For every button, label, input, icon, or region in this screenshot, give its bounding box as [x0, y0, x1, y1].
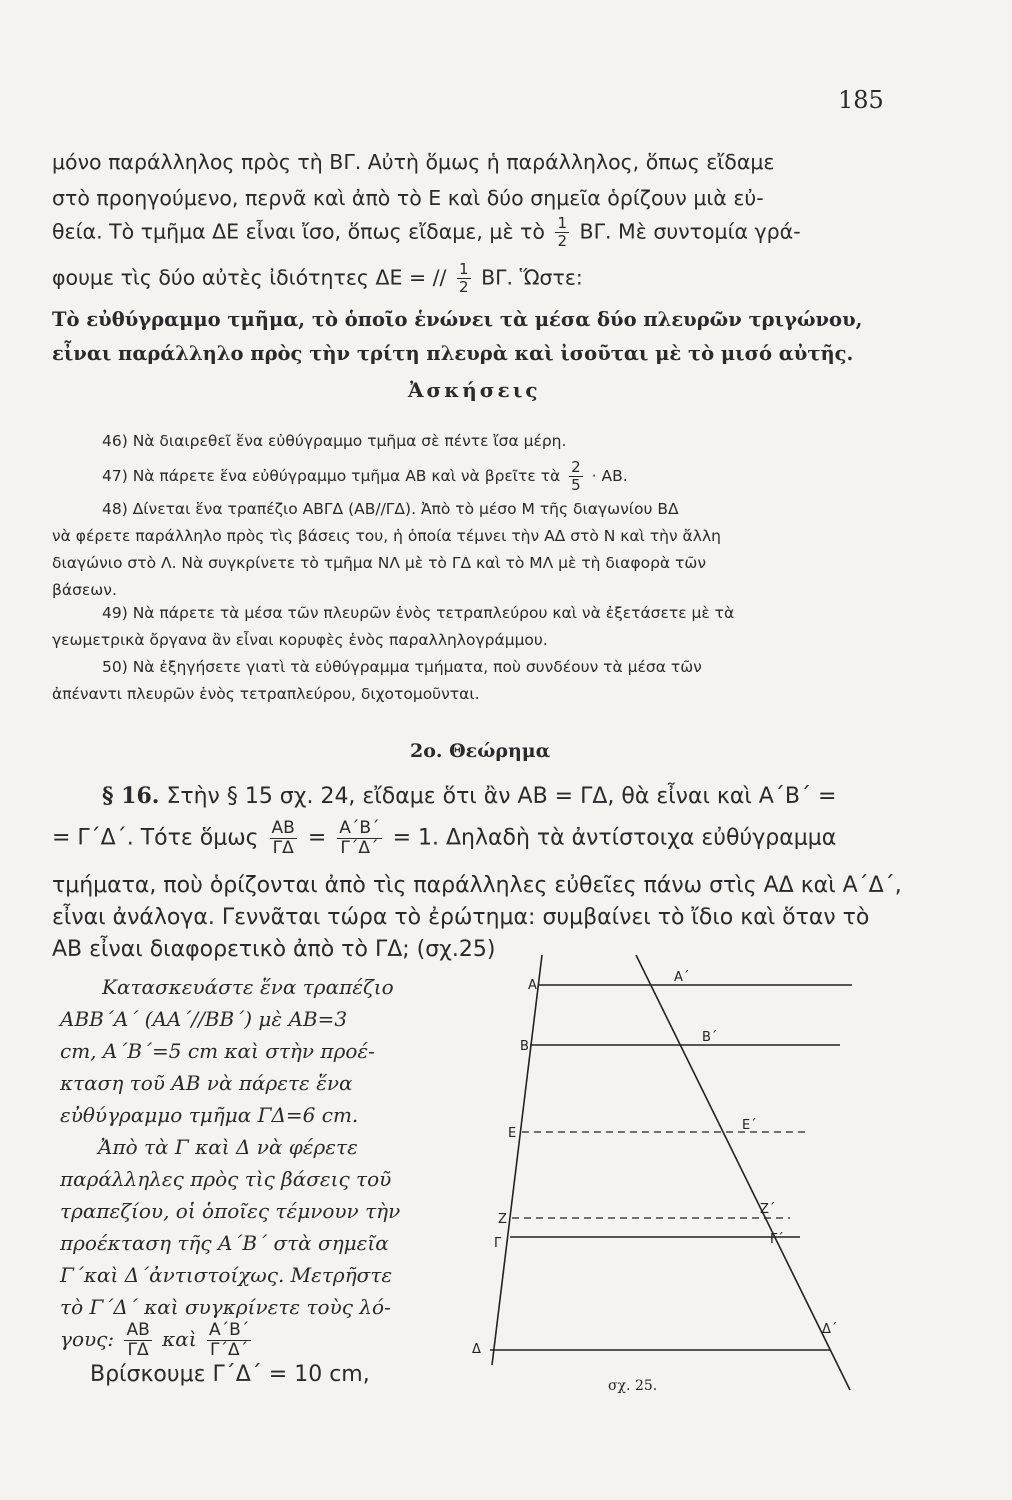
transversal-right [636, 955, 850, 1390]
text-line [52, 262, 583, 295]
italic-line: τὸ Γ΄Δ΄ καὶ συγκρίνετε τοὺς λό- [60, 1295, 391, 1319]
italic-line: παράλληλες πρὸς τὶς βάσεις τοῦ [60, 1167, 392, 1191]
paragraph-line [102, 783, 836, 809]
fraction-half [457, 262, 471, 295]
paragraph-line: εἶναι ἀνάλογα. Γεννᾶται τώρα τὸ ἐρώτημα: συμβαίνει τὸ ἴδιο καὶ ὅταν τὸ [52, 905, 870, 930]
denominator: 2 [557, 232, 567, 250]
denominator: ΓΔ [127, 1340, 149, 1360]
paragraph-line: ΑΒ εἶναι διαφορετικὸ ἀπὸ τὸ ΓΔ; (σχ.25) [52, 937, 496, 962]
denominator: Γ΄Δ΄ [340, 838, 379, 858]
fraction-half [555, 216, 569, 249]
text-fragment: Στὴν § 15 σχ. 24, εἴδαμε ὅτι ἂν ΑΒ = ΓΔ, θὰ εἶναι καὶ Α΄Β΄ = [166, 784, 837, 809]
exercises-heading: Ἀσκήσεις [408, 378, 541, 402]
text-line: στὸ προηγούμενο, περνᾶ καὶ ἀπὸ τὸ Ε καὶ δύο σημεῖα ὁρίζουν μιὰ εὐ- [52, 186, 764, 210]
page-number: 185 [838, 86, 884, 114]
exercise-49: 49) Νὰ πάρετε τὰ μέσα τῶν πλευρῶν ἑνὸς τετραπλεύρου καὶ νὰ ἐξετάσετε μὲ τὰ [102, 604, 735, 622]
text-fragment: · ΑΒ. [591, 467, 628, 485]
label-a-prime: Α΄ [674, 970, 690, 985]
text-fragment: ΒΓ. Ὥστε: [481, 265, 583, 290]
italic-line: Ἀπὸ τὰ Γ καὶ Δ νὰ φέρετε [98, 1135, 358, 1159]
fraction-ab-gd [124, 1322, 151, 1359]
theorem-statement: Τὸ εὐθύγραμμο τμῆμα, τὸ ὁποῖο ἑνώνει τὰ μέσα δύο πλευρῶν τριγώνου, [52, 308, 863, 331]
equals-sign: = [307, 825, 327, 851]
fraction-apbp-gpdp [207, 1322, 251, 1359]
section-heading: 2ο. Θεώρημα [410, 740, 551, 762]
numerator: Α΄Β΄ [208, 1320, 250, 1340]
result-line: Βρίσκουμε Γ΄Δ΄ = 10 cm, [90, 1362, 370, 1387]
text-fragment: = 1. Δηλαδὴ τὰ ἀντίστοιχα εὐθύγραμμα [392, 825, 837, 851]
text-line: μόνο παράλληλος πρὸς τὴ ΒΓ. Αὐτὴ ὅμως ἡ παράλληλος, ὅπως εἴδαμε [52, 150, 775, 174]
paragraph-symbol: § 16. [102, 783, 160, 809]
exercise-48: νὰ φέρετε παράλληλο πρὸς τὶς βάσεις του, ἡ ὁποία τέμνει τὴν ΑΔ στὸ Ν καὶ τὴν ἄλλη [52, 527, 721, 545]
italic-line: Κατασκευάστε ἕνα τραπέζιο [102, 975, 394, 999]
exercise-49: γεωμετρικὰ ὄργανα ἂν εἶναι κορυφὲς ἑνὸς παραλληλογράμμου. [52, 631, 548, 649]
numerator: ΑΒ [126, 1320, 150, 1340]
numerator: 1 [458, 260, 469, 278]
label-d-prime: Δ΄ [822, 1322, 838, 1337]
exercise-47 [102, 460, 628, 493]
label-e-prime: Ε΄ [742, 1118, 757, 1133]
label-b: Β [520, 1039, 529, 1054]
numerator: ΑΒ [271, 818, 295, 838]
label-g: Γ [494, 1236, 502, 1251]
label-g-prime: Γ΄ [770, 1232, 784, 1247]
paragraph-line [52, 820, 836, 857]
label-z-prime: Ζ΄ [760, 1202, 776, 1217]
italic-line: εὐθύγραμμο τμῆμα ΓΔ=6 cm. [60, 1103, 359, 1127]
italic-line: προέκταση τῆς Α΄Β΄ στὰ σημεῖα [60, 1231, 389, 1255]
transversal-left [492, 955, 542, 1365]
exercise-50: 50) Νὰ ἐξηγήσετε γιατὶ τὰ εὐθύγραμμα τμήματα, ποὺ συνδέουν τὰ μέσα τῶν [102, 658, 702, 676]
label-e: Ε [508, 1126, 517, 1141]
exercise-48: διαγώνιο στὸ Λ. Νὰ συγκρίνετε τὸ τμῆμα ΝΛ μὲ τὸ ΓΔ καὶ τὸ ΜΛ μὲ τὴ διαφορὰ τῶν [52, 554, 707, 572]
text-fragment: θεία. Τὸ τμῆμα ΔΕ εἶναι ἴσο, ὅπως εἴδαμε, μὲ τὸ [52, 219, 545, 244]
fraction-apbp-gpdp [337, 820, 381, 857]
exercise-50: ἀπέναντι πλευρῶν ἑνὸς τετραπλεύρου, διχοτομοῦνται. [52, 685, 480, 703]
italic-line: ΑΒΒ΄Α΄ (ΑΑ΄//ΒΒ΄) μὲ ΑΒ=3 [60, 1007, 348, 1031]
label-a: Α [528, 978, 537, 993]
text-fragment: φουμε τὶς δύο αὐτὲς ἰδιότητες ΔΕ = // [52, 265, 453, 290]
numerator: 2 [571, 458, 581, 476]
figure-25 [470, 955, 870, 1415]
italic-line: cm, Α΄Β΄=5 cm καὶ στὴν προέ- [60, 1039, 375, 1063]
italic-line [60, 1322, 255, 1359]
paragraph-line: τμήματα, ποὺ ὁρίζονται ἀπὸ τὶς παράλληλες εὐθεῖες πάνω στὶς ΑΔ καὶ Α΄Δ΄, [52, 873, 902, 898]
fraction-two-fifths [569, 460, 583, 493]
text-fragment: = Γ΄Δ΄. Τότε ὅμως [52, 825, 259, 851]
label-z: Ζ [498, 1212, 507, 1227]
label-b-prime: Β΄ [702, 1030, 718, 1045]
denominator: 5 [571, 476, 581, 494]
text-fragment: γους: [60, 1327, 115, 1351]
text-fragment: 47) Νὰ πάρετε ἕνα εὐθύγραμμο τμῆμα ΑΒ καὶ νὰ βρεῖτε τὰ [102, 467, 561, 485]
denominator: Γ΄Δ΄ [210, 1340, 249, 1360]
figure-caption: σχ. 25. [608, 1378, 658, 1394]
exercise-46: 46) Νὰ διαιρεθεῖ ἕνα εὐθύγραμμο τμῆμα σὲ πέντε ἴσα μέρη. [102, 432, 567, 450]
text-fragment: καὶ [162, 1327, 197, 1351]
exercise-48: βάσεων. [52, 581, 117, 599]
text-line [52, 216, 801, 249]
italic-line: κταση τοῦ ΑΒ νὰ πάρετε ἕνα [60, 1071, 353, 1095]
fraction-ab-gd [270, 820, 297, 857]
theorem-statement: εἶναι παράλληλο πρὸς τὴν τρίτη πλευρὰ καὶ ἰσοῦται μὲ τὸ μισό αὐτῆς. [52, 342, 854, 365]
exercise-48: 48) Δίνεται ἕνα τραπέζιο ΑΒΓΔ (ΑΒ//ΓΔ). Ἀπὸ τὸ μέσο Μ τῆς διαγωνίου ΒΔ [102, 500, 679, 518]
numerator: Α΄Β΄ [339, 818, 380, 838]
italic-line: Γ΄καὶ Δ΄ἀντιστοίχως. Μετρῆστε [60, 1263, 393, 1287]
text-fragment: ΒΓ. Μὲ συντομία γρά- [579, 219, 801, 244]
numerator: 1 [557, 214, 567, 232]
denominator: 2 [458, 278, 469, 296]
denominator: ΓΔ [272, 838, 294, 858]
label-d: Δ [472, 1342, 481, 1357]
italic-line: τραπεζίου, οἱ ὁποῖες τέμνουν τὴν [60, 1199, 401, 1223]
